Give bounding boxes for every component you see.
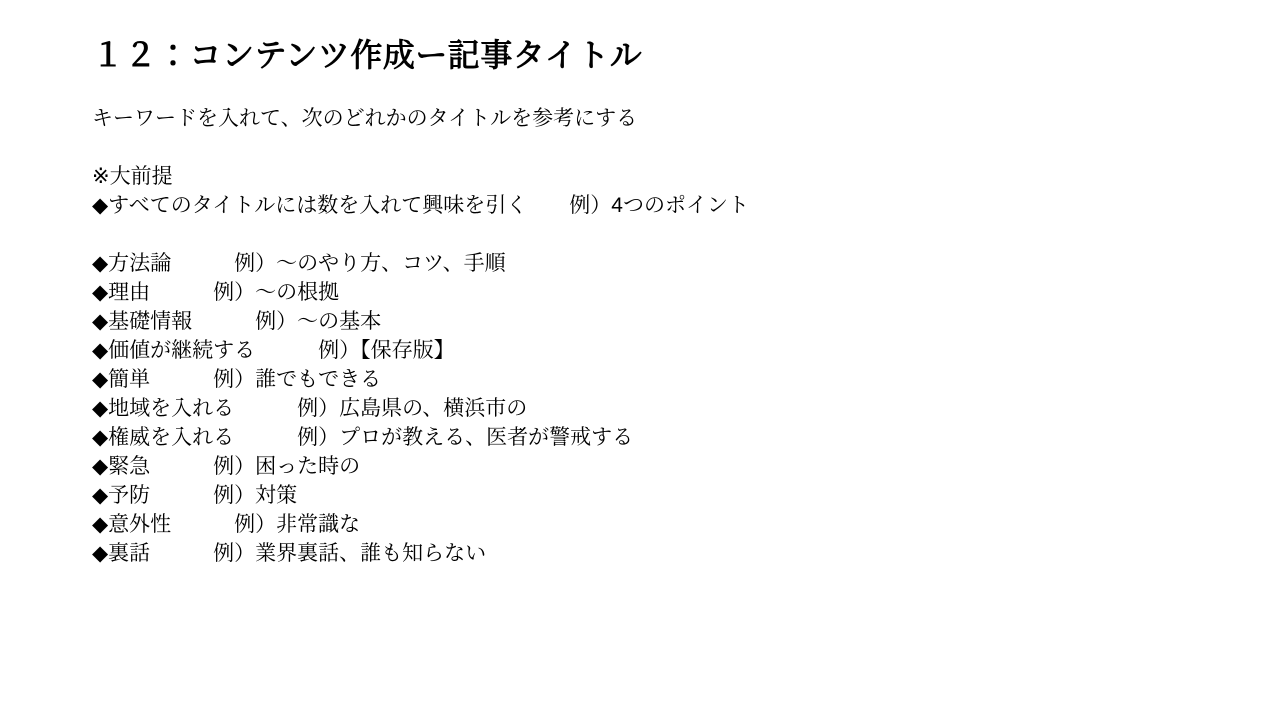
list-item: ◆権威を入れる 例）プロが教える、医者が警戒する xyxy=(92,426,634,449)
premise-heading: ※大前提 xyxy=(92,165,173,188)
list-item: ◆方法論 例）～のやり方、コツ、手順 xyxy=(92,252,506,275)
intro-line: キーワードを入れて、次のどれかのタイトルを参考にする xyxy=(92,107,638,130)
page-title: １２：コンテンツ作成ー記事タイトル xyxy=(92,37,643,73)
list-item: ◆意外性 例）非常識な xyxy=(92,513,361,536)
list-item: ◆簡単 例）誰でもできる xyxy=(92,368,382,391)
list-item: ◆価値が継続する 例）【保存版】 xyxy=(92,339,455,362)
slide-body xyxy=(92,104,1192,568)
list-item: ◆予防 例）対策 xyxy=(92,484,298,507)
list-item: ◆基礎情報 例）～の基本 xyxy=(92,310,382,333)
list-item: ◆裏話 例）業界裏話、誰も知らない xyxy=(92,542,487,565)
spacer-line-1 xyxy=(92,133,1192,162)
list-item: ◆理由 例）～の根拠 xyxy=(92,281,340,304)
list-item: ◆地域を入れる 例）広島県の、横浜市の xyxy=(92,397,528,420)
list-item: ◆緊急 例）困った時の xyxy=(92,455,361,478)
spacer-line-2 xyxy=(92,220,1192,249)
premise-bullet: ◆すべてのタイトルには数を入れて興味を引く 例）4つのポイント xyxy=(92,194,749,217)
